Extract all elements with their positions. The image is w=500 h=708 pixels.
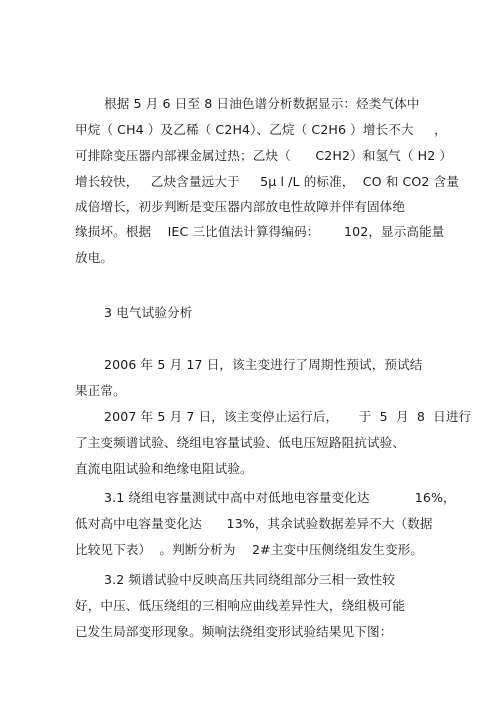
text-line: 好，中压、低压绕组的三相响应曲线差异性大，绕组极可能 xyxy=(75,598,406,613)
text-line: 2007 年 5 月 7 日，该主变停止运行后， 于 5 月 8 日进行 xyxy=(104,409,472,424)
text-line: 增长较快， 乙炔含量远大于 5μ l /L 的标准， CO 和 CO2 含量 xyxy=(75,174,460,189)
text-line: 3.1 绕组电容量测试中高中对低地电容量变化达 16%， xyxy=(104,490,456,505)
text-line: 了主变频谱试验、绕组电容量试验、低电压短路阻抗试验、 xyxy=(75,435,406,450)
text-line: 可排除变压器内部裸金属过热；乙炔（ C2H2）和氢气（ H2 ） xyxy=(75,148,453,163)
text-line: 已发生局部变形现象。频响法绕组变形试验结果见下图： xyxy=(75,624,393,639)
text-line: 比较见下表） 。判断分析为 2#主变中压侧绕组发生变形。 xyxy=(75,542,424,557)
text-line: 直流电阻试验和绝缘电阻试验。 xyxy=(75,461,253,476)
text-line: 缘损坏。根据 IEC 三比值法计算得编码： 102，显示高能量 xyxy=(75,224,445,239)
text-line: 甲烷（ CH4 ）及乙稀（ C2H4）、乙烷（ C2H6 ）增长不大 ， xyxy=(75,122,447,137)
text-line: 放电。 xyxy=(75,250,114,265)
text-line: 2006 年 5 月 17 日，该主变进行了周期性预试，预试结 xyxy=(104,357,423,372)
text-line: 果正常。 xyxy=(75,383,126,398)
section-heading: 3 电气试验分析 xyxy=(104,305,193,320)
text-line: 成倍增长，初步判断是变压器内部放电性故障并伴有固体绝 xyxy=(75,199,406,214)
text-line: 低对高中电容量变化达 13%，其余试验数据差异不大（数据 xyxy=(75,516,433,531)
text-line: 根据 5 月 6 日至 8 日油色谱分析数据显示：烃类气体中 xyxy=(104,96,420,111)
text-line: 3.2 频谱试验中反映高压共同绕组部分三相一致性较 xyxy=(104,572,395,587)
